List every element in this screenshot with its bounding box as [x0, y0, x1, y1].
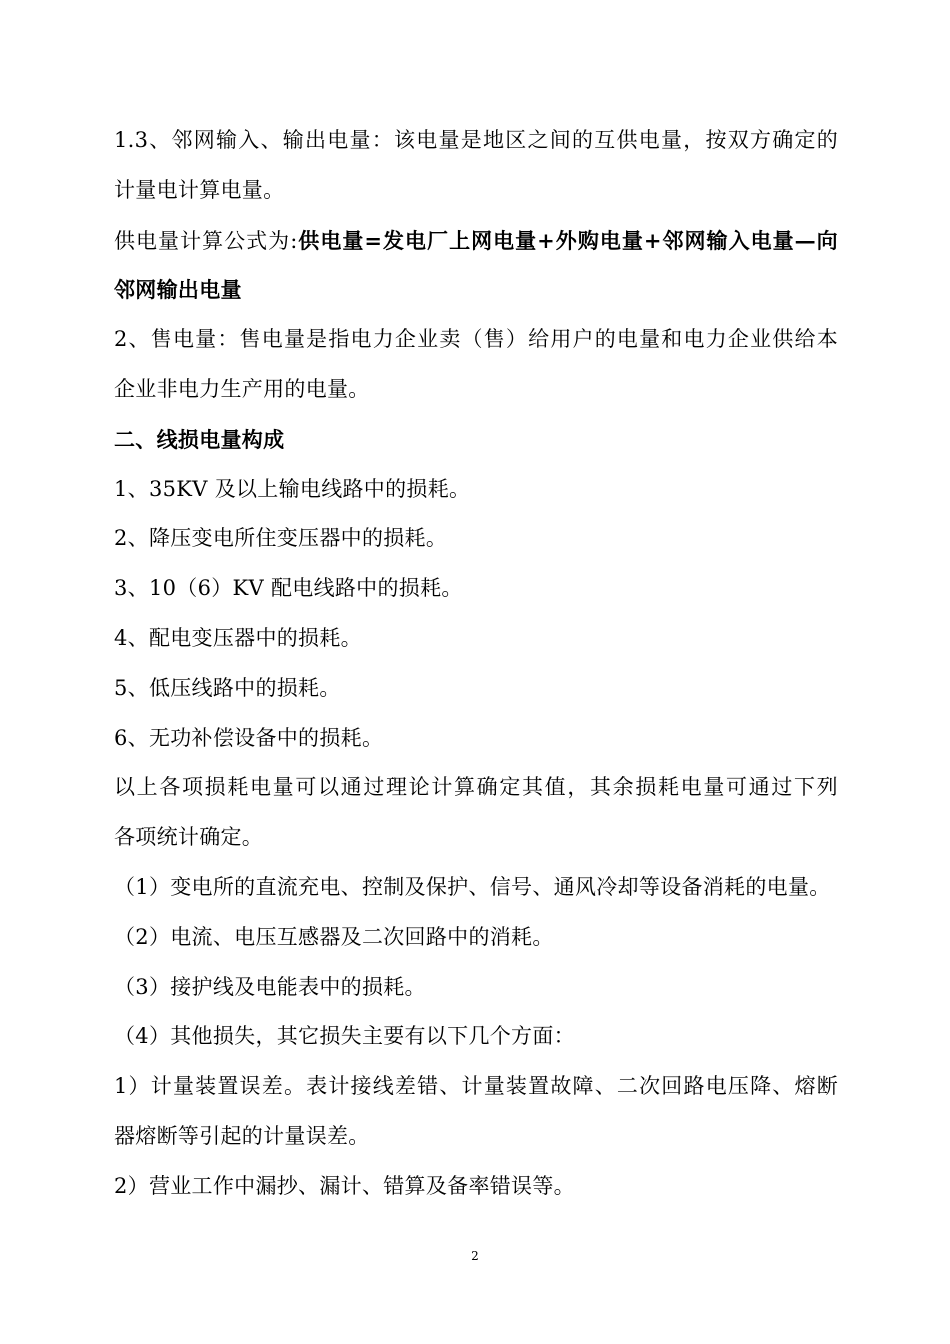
- page-number: 2: [471, 1249, 479, 1263]
- list-item: 4、配电变压器中的损耗。: [114, 625, 362, 650]
- list-item: （4）其他损失，其它损失主要有以下几个方面：: [114, 1024, 575, 1049]
- list-item: 2）营业工作中漏抄、漏计、错算及备率错误等。: [114, 1173, 575, 1198]
- list-item: （3）接护线及电能表中的损耗。: [114, 974, 426, 999]
- formula-label: 供电量计算公式为:: [114, 228, 298, 253]
- list-item: 1、35KV 及以上输电线路中的损耗。: [114, 476, 471, 501]
- list-item: 3、10（6）KV 配电线路中的损耗。: [114, 576, 463, 601]
- text-line: 1.3、邻网输入、输出电量：该电量是地区之间的互供电量，按双方确定的: [114, 128, 838, 152]
- list-item: 2、降压变电所住变压器中的损耗。: [114, 526, 448, 551]
- list-item: （2）电流、电压互感器及二次回路中的消耗。: [114, 924, 554, 949]
- text-line: 计量电计算电量。: [114, 177, 285, 202]
- formula-expression: 供电量=发电厂上网电量+外购电量+邻网输入电量—向: [297, 227, 838, 253]
- list-item: 1）计量装置误差。表计接线差错、计量装置故障、二次回路电压降、熔断: [114, 1074, 838, 1099]
- text-line: 2、售电量：售电量是指电力企业卖（售）给用户的电量和电力企业供给本: [114, 327, 838, 352]
- text-line: 各项统计确定。: [114, 825, 264, 850]
- list-item: 6、无功补偿设备中的损耗。: [114, 725, 384, 750]
- formula-continuation: 邻网输出电量: [114, 277, 242, 303]
- list-item: （1）变电所的直流充电、控制及保护、信号、通风冷却等设备消耗的电量。: [114, 874, 831, 899]
- text-line: 器熔断等引起的计量误差。: [114, 1123, 370, 1148]
- text-line: 企业非电力生产用的电量。: [114, 376, 370, 401]
- document-body: [114, 116, 838, 1212]
- section-heading: 二、线损电量构成: [114, 426, 285, 452]
- text-line: 以上各项损耗电量可以通过理论计算确定其值，其余损耗电量可通过下列: [114, 775, 838, 800]
- list-item: 5、低压线路中的损耗。: [114, 675, 341, 700]
- formula-line: [114, 216, 838, 266]
